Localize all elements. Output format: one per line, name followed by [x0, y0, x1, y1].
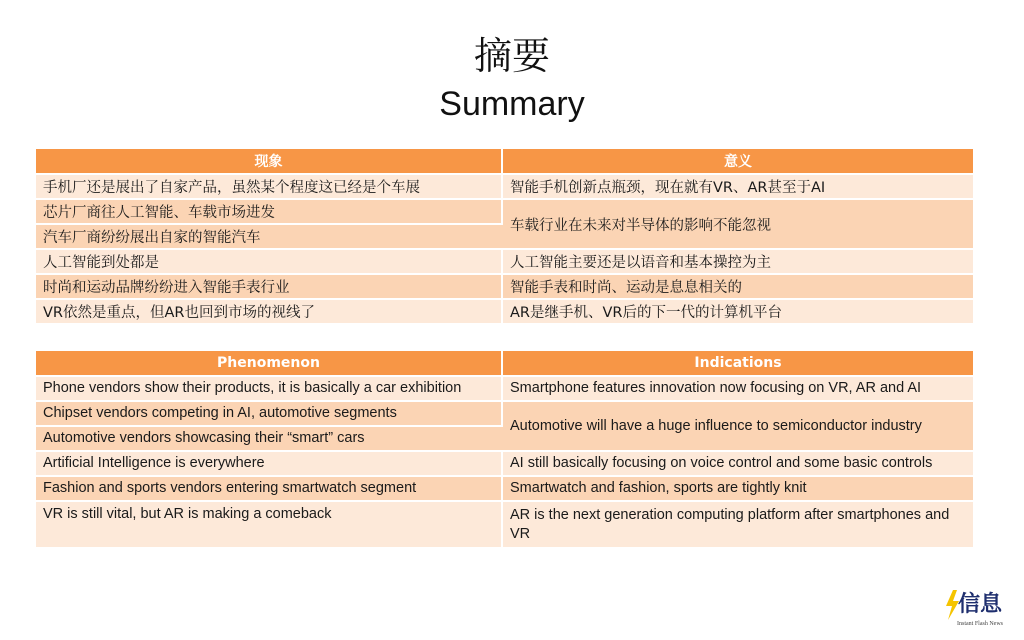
- phenomenon-cell: 芯片厂商往人工智能、车载市场进发: [36, 199, 502, 224]
- logo-tagline: Instant Flash News: [957, 621, 1003, 627]
- indication-cell: Smartphone features innovation now focusing on VR, AR and AI: [502, 376, 973, 401]
- table-row: [36, 376, 973, 401]
- table-row: [36, 249, 973, 274]
- indication-cell: Smartwatch and fashion, sports are tightly knit: [502, 476, 973, 501]
- phenomenon-cell: 手机厂还是展出了自家产品，虽然某个程度这已经是个车展: [36, 174, 502, 199]
- phenomenon-cell: Fashion and sports vendors entering smartwatch segment: [36, 476, 502, 501]
- phenomenon-cell: Artificial Intelligence is everywhere: [36, 451, 502, 476]
- significance-cell: 人工智能主要还是以语音和基本操控为主: [502, 249, 973, 274]
- page-title-chinese: 摘要: [473, 34, 550, 78]
- summary-table-english: [36, 351, 973, 547]
- phenomenon-cell: 人工智能到处都是: [36, 249, 502, 274]
- logo-name: 信息: [958, 592, 1003, 617]
- header-phenomenon-cn: 现象: [36, 149, 502, 174]
- table-row: [36, 199, 973, 224]
- phenomenon-cell: Phone vendors show their products, it is basically a car exhibition: [36, 376, 502, 401]
- page-title-english: Summary: [439, 85, 585, 123]
- table-row: [36, 299, 973, 323]
- header-phenomenon-en: Phenomenon: [36, 351, 502, 376]
- phenomenon-cell: Automotive vendors showcasing their “smart” cars: [36, 426, 502, 451]
- phenomenon-cell: Chipset vendors competing in AI, automotive segments: [36, 401, 502, 426]
- table-row: [36, 476, 973, 501]
- phenomenon-cell: 时尚和运动品牌纷纷进入智能手表行业: [36, 274, 502, 299]
- phenomenon-cell: VR is still vital, but AR is making a comeback: [36, 501, 502, 547]
- indication-cell: Automotive will have a huge influence to semiconductor industry: [502, 401, 973, 451]
- table-row: [36, 174, 973, 199]
- phenomenon-cell: 汽车厂商纷纷展出自家的智能汽车: [36, 224, 502, 249]
- table-row: [36, 451, 973, 476]
- significance-cell: 智能手表和时尚、运动是息息相关的: [502, 274, 973, 299]
- table-header-row: [36, 149, 973, 174]
- table-row: [36, 401, 973, 426]
- table-row: [36, 501, 973, 547]
- header-significance-cn: 意义: [502, 149, 973, 174]
- brand-logo: [944, 590, 1008, 634]
- significance-cell: 车载行业在未来对半导体的影响不能忽视: [502, 199, 973, 249]
- summary-table-chinese: [36, 149, 973, 323]
- header-indications-en: Indications: [502, 351, 973, 376]
- phenomenon-cell: VR依然是重点，但AR也回到市场的视线了: [36, 299, 502, 323]
- indication-cell: AI still basically focusing on voice control and some basic controls: [502, 451, 973, 476]
- table-row: [36, 274, 973, 299]
- indication-cell: AR is the next generation computing platform after smartphones and VR: [502, 501, 973, 547]
- significance-cell: AR是继手机、VR后的下一代的计算机平台: [502, 299, 973, 323]
- significance-cell: 智能手机创新点瓶颈，现在就有VR、AR甚至于AI: [502, 174, 973, 199]
- table-header-row: [36, 351, 973, 376]
